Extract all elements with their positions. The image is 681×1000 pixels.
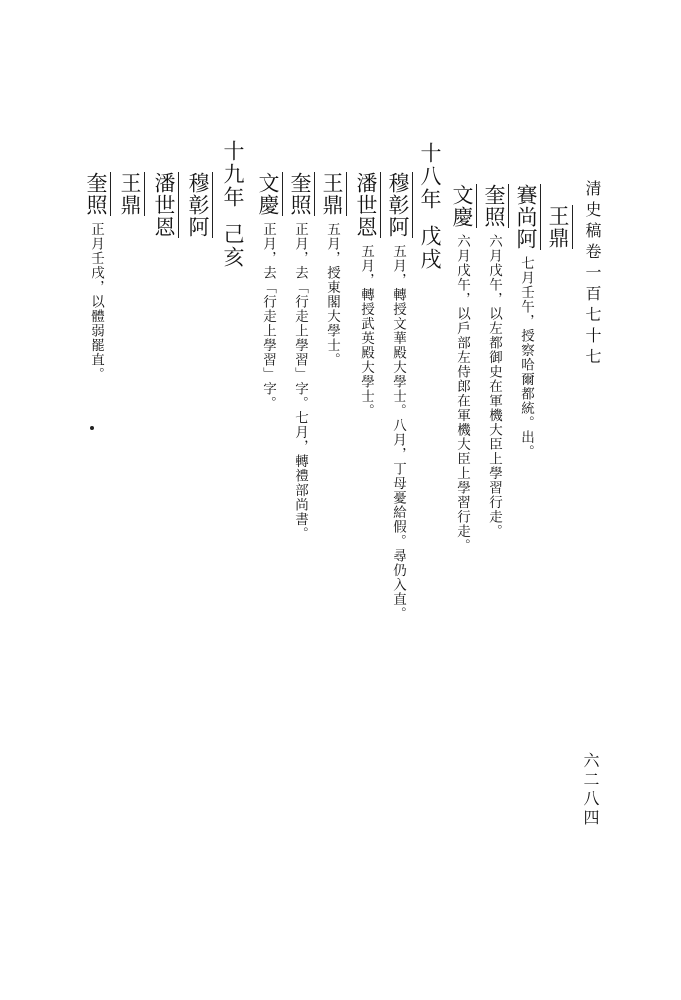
entry-wen-qing-2 xyxy=(257,172,278,411)
official-name: 奎照 xyxy=(482,184,509,228)
year-heading-19 xyxy=(222,140,243,269)
official-name: 潘世恩 xyxy=(152,172,179,238)
entry-wang-ding-2 xyxy=(321,172,342,367)
entry-note: 六月戊午，以左都御史在軍機大臣上學習行走。 xyxy=(486,234,502,539)
entry-mu-zhang-a-2 xyxy=(187,172,208,244)
entry-note: 五月，轉授武英殿大學士。 xyxy=(358,244,374,418)
entry-kui-zhao-3 xyxy=(85,172,106,382)
entry-note: 六月戊午，以戶部左侍郎在軍機大臣上學習行走。 xyxy=(454,234,470,553)
entry-note: 七月壬午，授察哈爾都統。出。 xyxy=(518,256,534,459)
entry-wang-ding-1 xyxy=(547,205,568,255)
ink-speck xyxy=(90,426,94,430)
official-name: 王鼎 xyxy=(320,172,347,216)
entry-pan-shi-en-2 xyxy=(153,172,174,244)
year-label: 十八年 xyxy=(418,142,442,211)
official-name: 賽尚阿 xyxy=(514,184,541,250)
page-number: 六二八四 xyxy=(581,752,600,828)
official-name: 潘世恩 xyxy=(354,172,381,238)
official-name: 王鼎 xyxy=(118,172,145,216)
entry-wen-qing-1 xyxy=(451,184,472,553)
official-name: 文慶 xyxy=(256,172,283,216)
entry-note: 五月，轉授文華殿大學士。八月，丁母憂給假。尋仍入直。 xyxy=(390,244,406,621)
ganzhi-label: 己亥 xyxy=(221,223,245,269)
entry-note: 正月，去「行走上學習」字。七月，轉禮部尚書。 xyxy=(292,222,308,541)
year-label: 十九年 xyxy=(221,140,245,209)
entry-pan-shi-en-1 xyxy=(355,172,376,418)
official-name: 文慶 xyxy=(450,184,477,228)
entry-kui-zhao-2 xyxy=(289,172,310,541)
official-name: 奎照 xyxy=(84,172,111,216)
entry-note: 五月，授東閣大學士。 xyxy=(324,222,340,367)
official-name: 王鼎 xyxy=(546,205,573,249)
entry-kui-zhao-1 xyxy=(483,184,504,539)
entry-note: 正月壬戌，以體弱罷直。 xyxy=(88,222,104,382)
official-name: 穆彰阿 xyxy=(386,172,413,238)
entry-sai-shang-a xyxy=(515,184,536,459)
official-name: 奎照 xyxy=(288,172,315,216)
official-name: 穆彰阿 xyxy=(186,172,213,238)
running-header: 清史稿卷一百七十七 xyxy=(583,180,602,369)
year-heading-18 xyxy=(419,142,440,271)
entry-note: 正月，去「行走上學習」字。 xyxy=(260,222,276,411)
ganzhi-label: 戊戌 xyxy=(418,225,442,271)
entry-mu-zhang-a-1 xyxy=(387,172,408,621)
entry-wang-ding-3 xyxy=(119,172,140,222)
